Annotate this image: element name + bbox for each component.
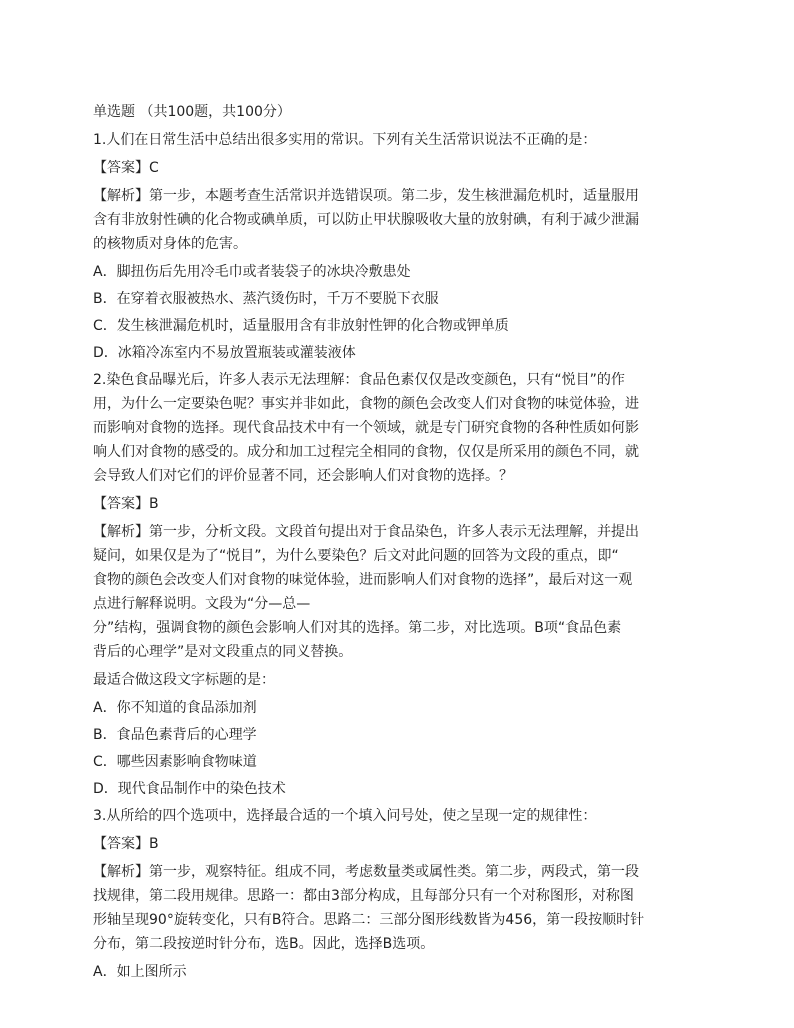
analysis-line: 【解析】第一步，观察特征。组成不同，考虑数量类或属性类。第二步，两段式，第一段	[93, 864, 639, 880]
option-c: C．哪些因素影响食物味道	[93, 754, 257, 770]
analysis-line: 背后的心理学”是对文段重点的同义替换。	[93, 644, 353, 660]
analysis-block	[93, 520, 705, 664]
question-2	[93, 368, 705, 801]
option-a: A．你不知道的食品添加剂	[93, 700, 257, 716]
stem-line: 而影响对食物的选择。现代食品技术中有一个领域，就是专门研究食物的各种性质如何影	[93, 420, 639, 436]
sub-question: 最适合做这段文字标题的是：	[93, 672, 275, 688]
option-b: B．在穿着衣服被热水、蒸汽烫伤时，千万不要脱下衣服	[93, 291, 439, 307]
analysis-line: 含有非放射性碘的化合物或碘单质，可以防止甲状腺吸收大量的放射碘，有利于减少泄漏	[93, 212, 639, 228]
stem-line: 用，为什么一定要染色呢？事实并非如此，食物的颜色会改变人们对食物的味觉体验，进	[93, 396, 639, 412]
analysis-line: 形轴呈现90°旋转变化，只有B符合。思路二：三部分图形线数皆为456，第一段按顺时针	[93, 912, 645, 928]
analysis-block	[93, 860, 705, 956]
option-c: C．发生核泄漏危机时，适量服用含有非放射性钾的化合物或钾单质	[93, 318, 509, 334]
option-d: D．现代食品制作中的染色技术	[93, 781, 286, 797]
analysis-line: 点进行解释说明。文段为“分—总—	[93, 596, 311, 612]
answer-line: 【答案】B	[93, 496, 159, 512]
question-1	[93, 128, 705, 365]
analysis-line: 分布，第二段按逆时针分布，选B。因此，选择B选项。	[93, 936, 435, 952]
question-stem: 1.人们在日常生活中总结出很多实用的常识。下列有关生活常识说法不正确的是：	[93, 132, 597, 148]
analysis-line: 的核物质对身体的危害。	[93, 236, 247, 252]
option-a: A．脚扭伤后先用冷毛巾或者装袋子的冰块冷敷患处	[93, 264, 411, 280]
stem-line: 会导致人们对它们的评价显著不同，还会影响人们对食物的选择。？	[93, 468, 513, 484]
analysis-line: 分”结构，强调食物的颜色会影响人们对其的选择。第二步，对比选项。B项“食品色素	[93, 620, 622, 636]
question-stem	[93, 368, 705, 488]
analysis-line: 【解析】第一步，分析文段。文段首句提出对于食品染色，许多人表示无法理解，并提出	[93, 524, 639, 540]
answer-line: 【答案】B	[93, 836, 159, 852]
option-a: A．如上图所示	[93, 964, 187, 980]
stem-line: 2.染色食品曝光后，许多人表示无法理解：食品色素仅仅是改变颜色，只有“悦目”的作	[93, 372, 625, 388]
answer-line: 【答案】C	[93, 160, 159, 176]
document-page	[93, 100, 705, 987]
option-b: B．食品色素背后的心理学	[93, 727, 257, 743]
analysis-block	[93, 184, 705, 256]
analysis-line: 疑问，如果仅是为了“悦目”，为什么要染色？后文对此问题的回答为文段的重点，即“	[93, 548, 619, 564]
section-header: 单选题 （共100题，共100分）	[93, 104, 291, 120]
stem-line: 响人们对食物的感受的。成分和加工过程完全相同的食物，仅仅是所采用的颜色不同，就	[93, 444, 639, 460]
analysis-line: 找规律，第二段用规律。思路一：都由3部分构成，且每部分只有一个对称图形，对称图	[93, 888, 634, 904]
question-stem: 3.从所给的四个选项中，选择最合适的一个填入问号处，使之呈现一定的规律性：	[93, 808, 597, 824]
analysis-line: 【解析】第一步，本题考查生活常识并选错误项。第二步，发生核泄漏危机时，适量服用	[93, 188, 639, 204]
question-3	[93, 804, 705, 984]
option-d: D．冰箱冷冻室内不易放置瓶装或灌装液体	[93, 345, 356, 361]
analysis-line: 食物的颜色会改变人们对食物的味觉体验，进而影响人们对食物的选择”，最后对这一观	[93, 572, 633, 588]
